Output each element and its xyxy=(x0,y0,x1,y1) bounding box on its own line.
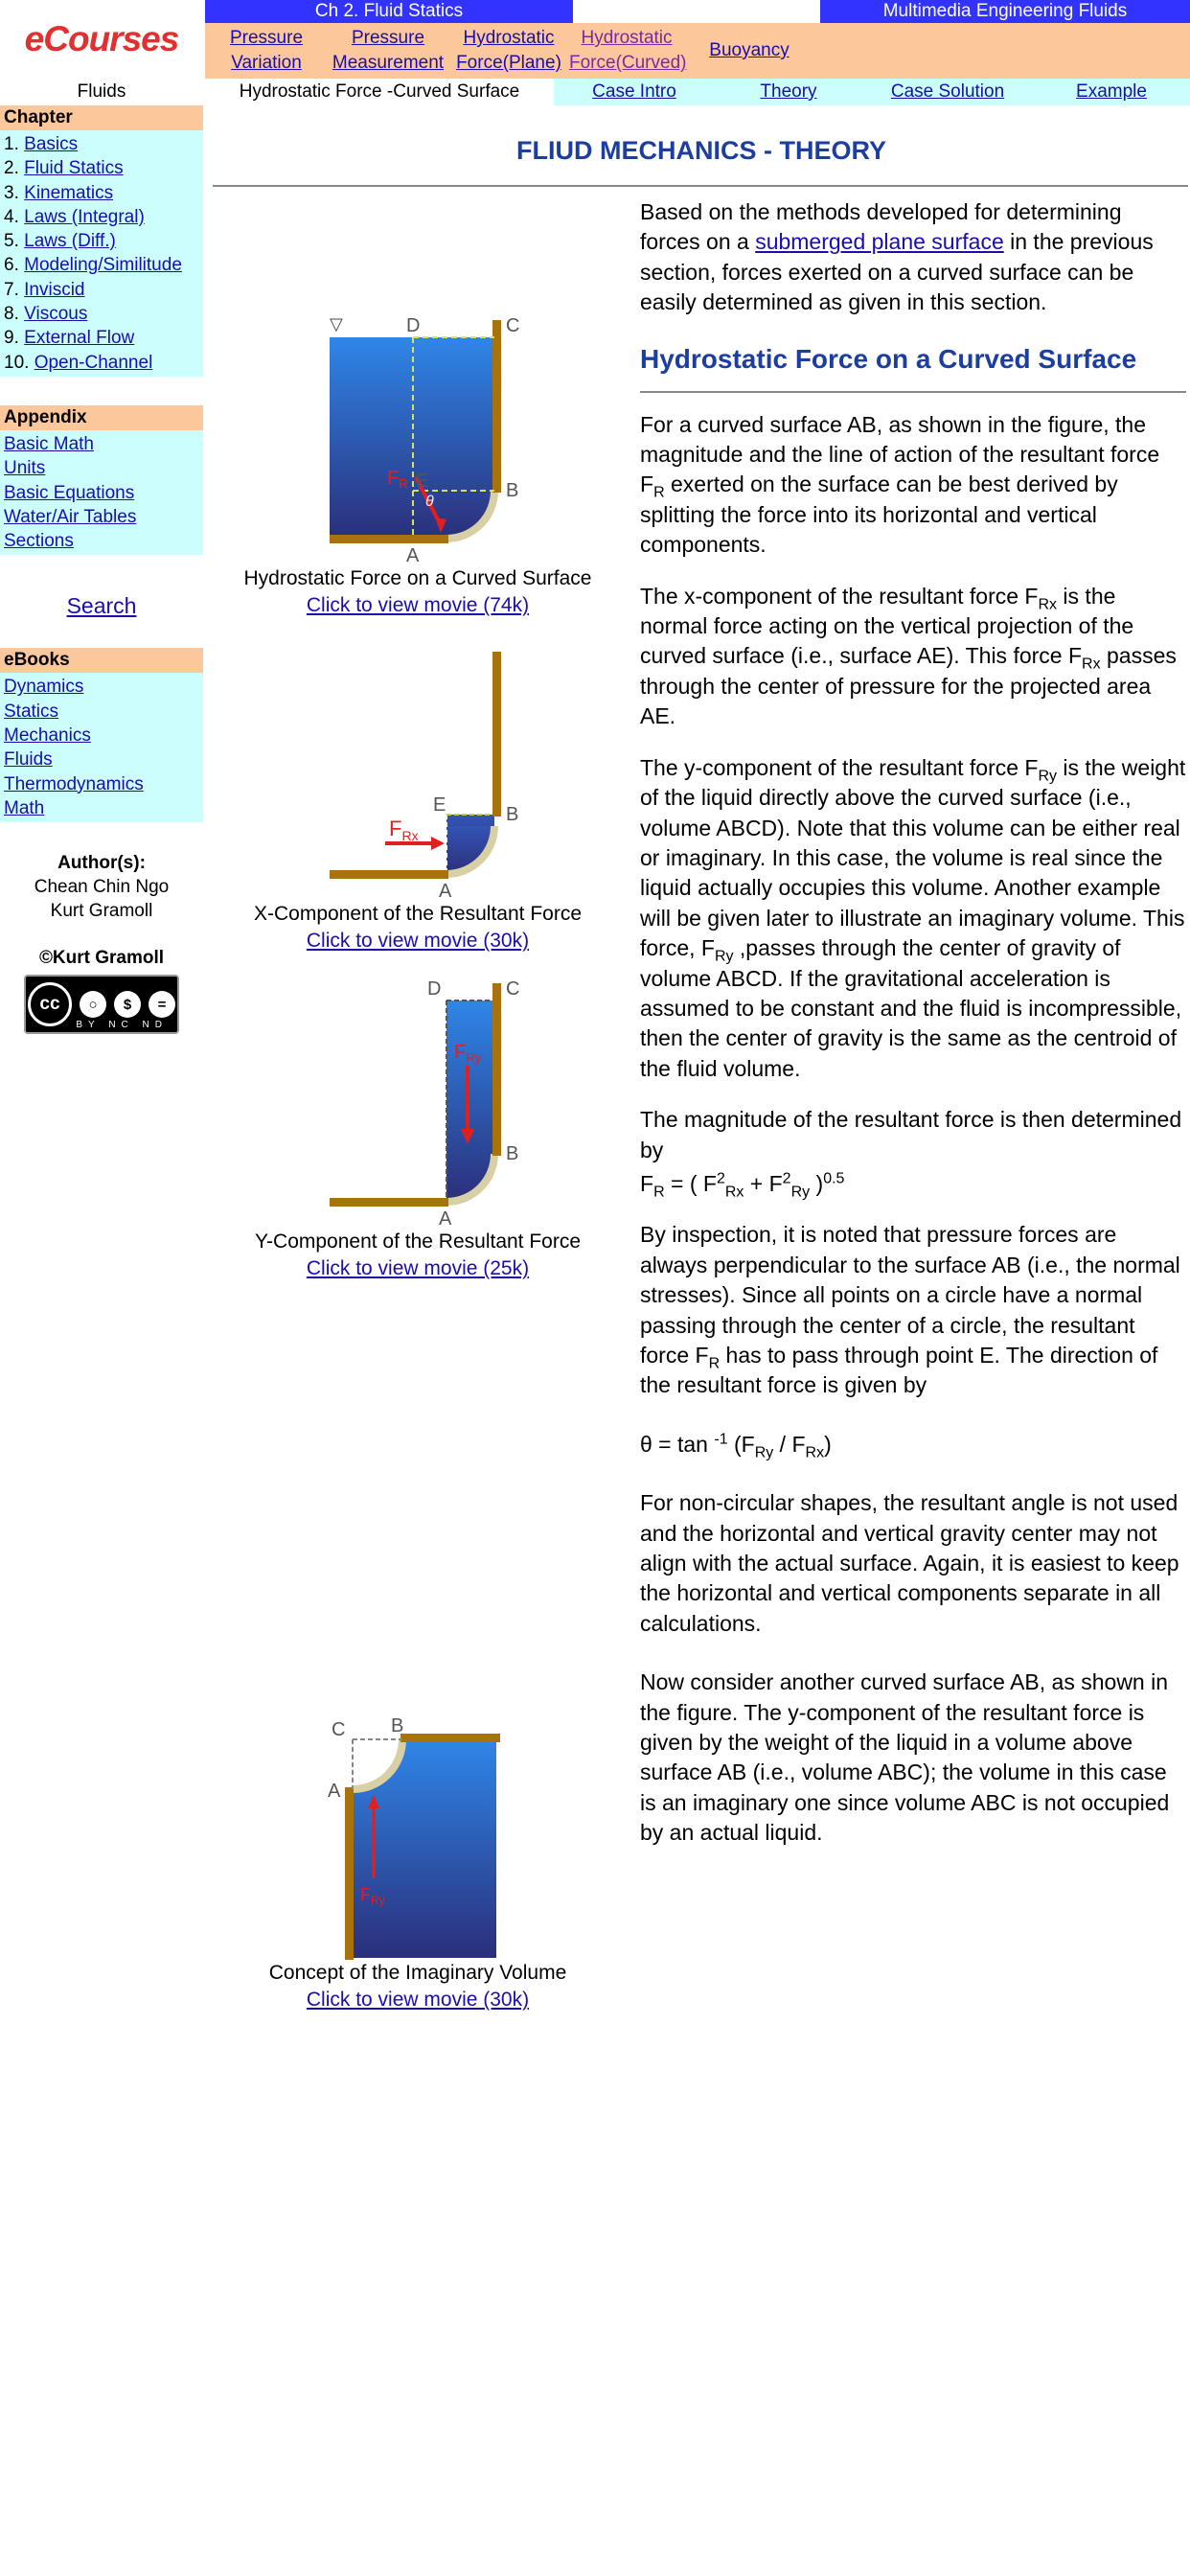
view-movie-link[interactable]: Click to view movie (25k) xyxy=(306,1257,530,1279)
intro-paragraph: Based on the methods developed for determining forces on a submerged plane surface in the previous section, forces exerted on a curved surface can be easily determined as given in this section. xyxy=(640,199,1154,315)
chapter-link[interactable]: Laws (Integral) xyxy=(24,206,145,227)
appendix-heading: Appendix xyxy=(0,405,203,430)
chapter-number: 9. xyxy=(4,328,19,349)
figure-imaginary-volume xyxy=(213,1711,623,2013)
paragraph: The x-component of the resultant force $F_{Rx}$ is the normal force acting on the vertical projection of the curved surface (i.e., surface AE). This force $F_{Rx}$ passes through the center of pressure for the projected area AE. xyxy=(640,583,1177,729)
topic-pressure-measurement[interactable] xyxy=(328,26,448,76)
topic-line: Pressure xyxy=(229,28,304,48)
resultant-angle-equation: θ = tan $^{-1}$ $(F_{Ry} / F_{Rx})$ xyxy=(640,1431,832,1461)
sidebar-list-item xyxy=(4,724,203,748)
chapter-number: 2. xyxy=(4,158,19,179)
sidebar-list-item xyxy=(4,505,203,529)
figure-caption: X-Component of the Resultant Force xyxy=(253,903,582,925)
appendix-link[interactable]: Basic Math xyxy=(4,433,94,454)
figure-x-component xyxy=(213,652,623,954)
chapter-number: 4. xyxy=(4,206,19,227)
x-component-diagram xyxy=(293,652,542,901)
license-tags: BY NC ND xyxy=(76,1020,168,1031)
chapter-link[interactable]: Viscous xyxy=(24,304,88,325)
label-a: A xyxy=(406,545,420,565)
tab-example[interactable]: Example xyxy=(1076,81,1147,102)
page-title: FLIUD MECHANICS - THEORY xyxy=(516,136,886,165)
label-d: D xyxy=(406,316,421,336)
ebook-link[interactable]: Thermodynamics xyxy=(4,773,144,794)
label-e: E xyxy=(416,471,429,492)
free-surface-icon: ▽ xyxy=(330,316,343,334)
force-label: $F_{Rx}$ xyxy=(389,816,419,843)
chapter-link[interactable]: External Flow xyxy=(24,328,135,349)
sidebar-list-item xyxy=(4,796,203,820)
sidebar-chapter-item xyxy=(4,156,203,180)
label-c: C xyxy=(506,979,520,1000)
label-a: A xyxy=(439,1208,452,1229)
label-b: B xyxy=(506,480,519,501)
paragraph: Now consider another curved surface AB, as shown in the figure. The y-component of the resultant force is given by the weight of the liquid in a volume above surface AB (i.e., volume ABC); the volume in this case is an imaginary one since volume ABC is not occupied by an actual liquid. xyxy=(640,1669,1170,1846)
topic-line: Force(Plane) xyxy=(456,53,561,73)
sidebar-chapter-item xyxy=(4,278,203,302)
label-b: B xyxy=(506,1143,519,1164)
sidebar-chapter-item xyxy=(4,132,203,156)
topic-buoyancy[interactable] xyxy=(684,38,814,63)
chapter-number: 5. xyxy=(4,231,19,252)
appendix-list xyxy=(0,430,203,555)
sidebar-chapter-item xyxy=(4,253,203,277)
chapter-link[interactable]: Fluid Statics xyxy=(24,158,124,179)
force-label: $F_R$ xyxy=(387,468,408,491)
chapter-number: 10. xyxy=(4,352,30,373)
ebooks-heading: eBooks xyxy=(0,648,203,673)
paragraph: For a curved surface AB, as shown in the figure, the magnitude and the line of action of the resultant force $F_R$ exerted on the surface can be best derived by splitting the force into its horizontal and vertical components. xyxy=(640,411,1160,558)
sidebar-list-item xyxy=(4,456,203,480)
label-c: C xyxy=(332,1719,346,1740)
chapter-link[interactable]: Laws (Diff.) xyxy=(24,231,116,252)
ebook-link[interactable]: Statics xyxy=(4,701,59,722)
author-name: Chean Chin Ngo xyxy=(34,877,170,898)
theory-text xyxy=(640,197,1186,1870)
chapter-link[interactable]: Modeling/Similitude xyxy=(24,255,182,276)
submerged-plane-surface-link[interactable]: submerged plane surface xyxy=(755,229,1004,255)
logo-text: eCourses xyxy=(24,19,179,58)
noncommercial-icon: $ xyxy=(114,991,141,1018)
sidebar-chapter-item xyxy=(4,181,203,205)
view-movie-link[interactable]: Click to view movie (74k) xyxy=(306,594,530,616)
topic-line: Hydrostatic xyxy=(581,28,673,48)
chapter-number: 3. xyxy=(4,182,19,203)
ebook-link[interactable]: Dynamics xyxy=(4,677,84,698)
course-title-bar: Multimedia Engineering Fluids xyxy=(820,0,1190,23)
sidebar-list-item xyxy=(4,700,203,724)
creative-commons-badge[interactable] xyxy=(24,975,179,1034)
sidebar-list-item xyxy=(4,529,203,553)
chapter-heading: Chapter xyxy=(0,105,203,130)
sidebar-chapter-item xyxy=(4,229,203,253)
topic-pressure-variation[interactable] xyxy=(205,26,328,76)
topic-hydrostatic-force-plane[interactable] xyxy=(448,26,569,76)
topic-line: Measurement xyxy=(332,53,445,73)
y-component-diagram xyxy=(293,979,542,1229)
tab-theory[interactable]: Theory xyxy=(760,81,817,102)
label-a: A xyxy=(328,1781,341,1802)
force-label: $F_{Ry}$ xyxy=(360,1885,385,1907)
sidebar-chapter-item xyxy=(4,351,203,375)
label-b: B xyxy=(506,804,519,825)
sidebar-chapter-item xyxy=(4,326,203,350)
paragraph: By inspection, it is noted that pressure forces are always perpendicular to the surface AB (i.e., the normal stresses). Since all points on a circle have a normal passing through the center of a circle, the resultant force $F_R$ has to pass through point E. The direction of the resultant force is given by xyxy=(640,1222,1180,1398)
topic-line: Hydrostatic xyxy=(463,28,555,48)
section-tabs xyxy=(554,79,1190,105)
curved-surface-diagram xyxy=(293,316,542,565)
paragraph: The magnitude of the resultant force is then determined by xyxy=(640,1107,1182,1162)
topic-line: Buoyancy xyxy=(709,40,790,60)
tab-case-solution[interactable]: Case Solution xyxy=(890,81,1005,102)
topic-hydrostatic-force-curved[interactable] xyxy=(569,26,687,76)
chapter-title-bar: Ch 2. Fluid Statics xyxy=(205,0,573,23)
label-b: B xyxy=(391,1715,404,1736)
sidebar-list-item xyxy=(4,748,203,771)
sub-nav xyxy=(205,79,1190,105)
subject-label: Fluids xyxy=(77,81,126,102)
sidebar-list-item xyxy=(4,772,203,796)
ebook-link[interactable]: Math xyxy=(4,797,45,818)
chapter-list xyxy=(0,130,203,377)
figure-caption: Hydrostatic Force on a Curved Surface xyxy=(243,567,592,589)
section-divider xyxy=(640,391,1186,393)
attribution-icon: ○ xyxy=(80,991,106,1018)
sidebar-chapter-item xyxy=(4,302,203,326)
ecourses-logo[interactable] xyxy=(0,0,203,79)
chapter-number: 8. xyxy=(4,304,19,325)
authors-heading: Author(s): xyxy=(57,853,146,874)
sidebar-list-item xyxy=(4,481,203,505)
paragraph: The y-component of the resultant force $F_{Ry}$ is the weight of the liquid directly above the curved surface (i.e., volume ABCD). Note that this volume can be either real or imaginary. In this case, the volume is real since the liquid actually occupies this volume. Another example will be given later to illustrate an imaginary volume. This force, $F_{Ry}$ ,passes through the center of gravity of volume ABCD. If the gravitational acceleration is assumed to be constant and the fluid is incompressible, then the center of gravity is the same as the centroid of the fluid volume. xyxy=(640,754,1186,1081)
angle-label: θ xyxy=(425,494,434,510)
current-page-label: Hydrostatic Force -Curved Surface xyxy=(205,79,554,105)
topic-line: Variation xyxy=(231,53,302,73)
sidebar-list-item xyxy=(4,432,203,456)
force-label: $F_{Ry}$ xyxy=(454,1042,482,1065)
author-name: Kurt Gramoll xyxy=(50,901,153,922)
topic-line: Pressure xyxy=(351,28,425,48)
authors-block xyxy=(0,851,203,923)
label-c: C xyxy=(506,316,520,336)
title-divider xyxy=(213,185,1188,187)
cc-icon: cc xyxy=(28,982,72,1026)
tab-case-intro[interactable]: Case Intro xyxy=(592,81,676,102)
ebooks-list xyxy=(0,673,203,822)
chapter-number: 6. xyxy=(4,255,19,276)
appendix-link[interactable]: Units xyxy=(4,458,46,479)
appendix-link[interactable]: Sections xyxy=(4,531,74,552)
section-heading: Hydrostatic Force on a Curved Surface xyxy=(640,343,1137,374)
resultant-magnitude-equation: $F_R$ = ( $F^2_{Rx} + F^2_{Ry}$ )$^{0.5}$ xyxy=(640,1170,845,1201)
imaginary-volume-diagram xyxy=(293,1711,542,1960)
ebook-link[interactable]: Mechanics xyxy=(4,725,91,747)
noderivs-icon: = xyxy=(149,991,175,1018)
sidebar-chapter-item xyxy=(4,205,203,229)
view-movie-link[interactable]: Click to view movie (30k) xyxy=(306,930,530,952)
view-movie-link[interactable]: Click to view movie (30k) xyxy=(306,1989,530,2011)
figure-caption: Y-Component of the Resultant Force xyxy=(254,1230,582,1253)
ebook-link[interactable]: Fluids xyxy=(4,749,53,770)
figure-curved-surface xyxy=(213,316,623,619)
chapter-number: 7. xyxy=(4,279,19,300)
chapter-link[interactable]: Basics xyxy=(24,134,79,154)
label-a: A xyxy=(439,881,452,901)
copyright-text: ©Kurt Gramoll xyxy=(38,948,165,969)
appendix-link[interactable]: Basic Equations xyxy=(4,482,135,503)
sidebar-list-item xyxy=(4,675,203,699)
topic-line: Force(Curved) xyxy=(569,53,687,73)
chapter-link[interactable]: Open-Channel xyxy=(34,352,153,373)
chapter-link[interactable]: Inviscid xyxy=(24,279,85,300)
label-e: E xyxy=(433,794,446,816)
label-d: D xyxy=(427,979,442,1000)
left-sidebar xyxy=(0,0,203,1034)
appendix-link[interactable]: Water/Air Tables xyxy=(4,506,137,527)
topic-nav xyxy=(205,23,1190,79)
search-link[interactable]: Search xyxy=(66,593,137,619)
chapter-number: 1. xyxy=(4,134,19,154)
paragraph: For non-circular shapes, the resultant angle is not used and the horizontal and vertical gravity center may not align with the actual surface. Again, it is easiest to keep the horizontal and vertical components separate in all calculations. xyxy=(640,1490,1179,1636)
chapter-link[interactable]: Kinematics xyxy=(24,182,114,203)
figure-caption: Concept of the Imaginary Volume xyxy=(268,1962,567,1984)
figure-y-component xyxy=(213,979,623,1282)
